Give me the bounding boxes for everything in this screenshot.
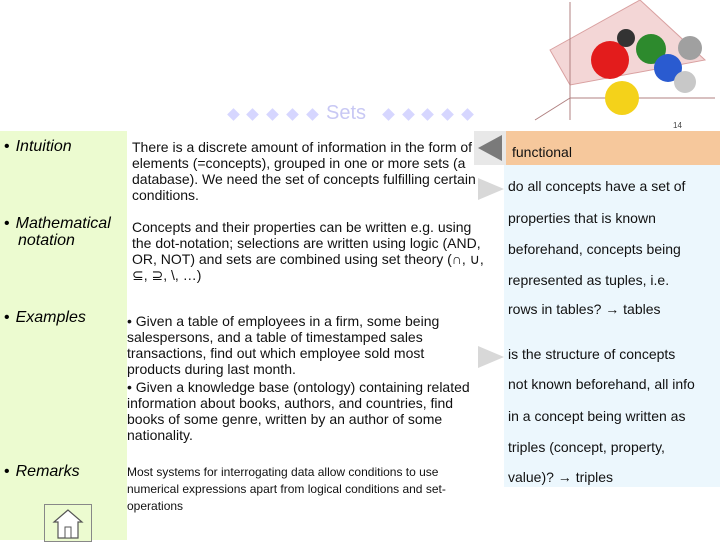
- arrow-right-icon[interactable]: [476, 345, 506, 369]
- panel-functional: functional: [512, 144, 572, 160]
- panel-line: in a concept being written as: [508, 408, 686, 424]
- slide-number: 14: [673, 121, 682, 130]
- home-icon: [45, 505, 91, 541]
- panel-line: is the structure of concepts: [508, 346, 676, 362]
- panel-line: represented as tuples, i.e.: [508, 272, 670, 288]
- panel-line: not known beforehand, all info: [508, 376, 695, 392]
- notation-text: Concepts and their properties can be written e.g. using the dot-notation; selections are written using logic (AND, OR, NOT) and sets are combined using set theory (∩, ∪, ⊆, ⊇, \, …): [132, 219, 484, 283]
- examples-text-1: • Given a table of employees in a firm, some being salespersons, and a table of timestamped sales transactions, find out which employee sold most products during last month.: [127, 313, 440, 377]
- panel-line: value)? → triples: [508, 469, 614, 485]
- panel-line: triples (concept, property,: [508, 439, 665, 455]
- label-remarks: • Remarks: [4, 463, 80, 480]
- panel-line: do all concepts have a set of: [508, 178, 686, 194]
- intuition-text: There is a discrete amount of information in the form of elements (=concepts), grouped in one or more sets (a database). We need the set of concepts fulfilling certain conditions.: [132, 139, 476, 203]
- arrow-left-icon[interactable]: [474, 131, 506, 165]
- panel-line: rows in tables? → tables: [508, 301, 661, 317]
- label-mathematical-notation: • Mathematical notation: [4, 215, 111, 249]
- logo-graphic: [530, 0, 720, 125]
- examples-text-2: • Given a knowledge base (ontology) containing related information about books, authors, and countries, find books of some genre, written by an author of some nationality.: [127, 379, 470, 443]
- panel-line: beforehand, concepts being: [508, 241, 681, 257]
- remarks-text: Most systems for interrogating data allow conditions to use numerical expressions apart from logical conditions and set-operations: [127, 465, 446, 513]
- home-button[interactable]: [44, 504, 92, 542]
- slide-title: Sets: [326, 102, 367, 124]
- arrow-right-icon[interactable]: [476, 177, 506, 201]
- label-intuition: • Intuition: [4, 138, 72, 155]
- label-examples: • Examples: [4, 309, 86, 326]
- panel-line: properties that is known: [508, 210, 656, 226]
